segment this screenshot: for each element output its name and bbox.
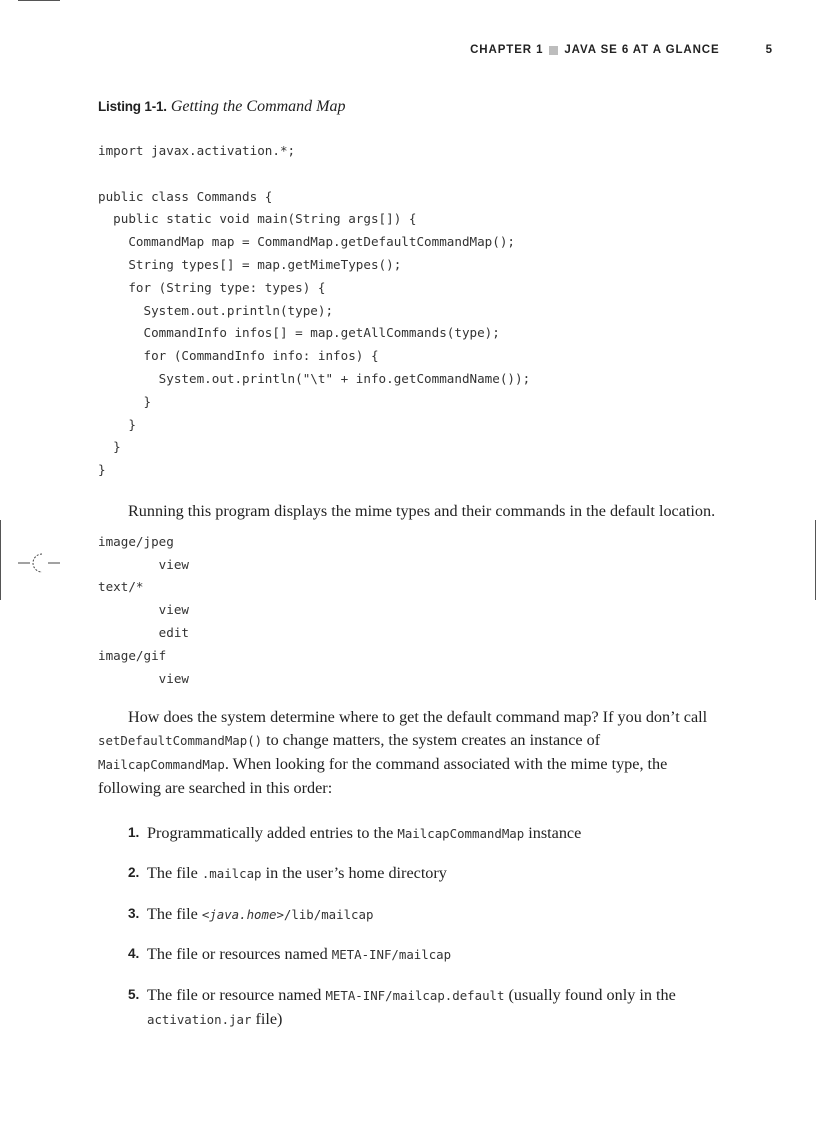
para2-code-setdefaultcommandmap: setDefaultCommandMap() bbox=[98, 733, 263, 749]
crop-mark-left bbox=[0, 520, 1, 600]
code-run: MailcapCommandMap bbox=[397, 825, 525, 841]
code-run-italic: <java.home> bbox=[201, 906, 284, 922]
running-header bbox=[470, 44, 772, 56]
para2-text-1: How does the system determine where to get the default command map? If you don’t call bbox=[128, 708, 708, 727]
para2-text-3: . When looking for the command associated with the mime type, the following are searched in this order: bbox=[98, 754, 668, 797]
list-item-text bbox=[147, 903, 718, 927]
code-run: /lib/mailcap bbox=[283, 906, 374, 922]
list-number: 5. bbox=[128, 986, 140, 1002]
program-output: image/jpeg view text/* view edit image/gif view bbox=[98, 533, 189, 686]
listing-title: Getting the Command Map bbox=[170, 98, 346, 115]
search-order-list bbox=[98, 822, 718, 1032]
chapter-label: CHAPTER 1 bbox=[470, 44, 544, 56]
code-listing: import javax.activation.*; public class Commands { public static void main(String args[]) { CommandMap map = CommandMap.getDefaultCommandMap(); String types[] = map.getMimeTypes(); for (String type: types) { System.out.println(type); CommandInfo infos[] = map.getAllCommands(type); for (CommandInfo info: infos) { System.out.println("\t" + info.getCommandName()); } } } } bbox=[98, 143, 531, 478]
main-text bbox=[98, 96, 718, 1048]
code-run: META-INF/mailcap.default bbox=[325, 987, 505, 1003]
crop-mark-top bbox=[18, 0, 60, 1]
list-item bbox=[128, 903, 718, 927]
text-run: The file or resources named bbox=[147, 945, 332, 964]
code-run: META-INF/mailcap bbox=[331, 947, 452, 963]
text-run: (usually found only in the bbox=[504, 985, 676, 1004]
para2-code-mailcapcommandmap: MailcapCommandMap bbox=[98, 756, 225, 772]
list-number: 2. bbox=[128, 865, 140, 881]
list-number: 3. bbox=[128, 905, 140, 921]
paragraph-running-program: Running this program displays the mime types and their commands in the default location. bbox=[128, 501, 716, 520]
page-number: 5 bbox=[765, 44, 772, 56]
text-run: The file or resource named bbox=[147, 985, 326, 1004]
list-item-text bbox=[147, 984, 718, 1032]
chapter-title: JAVA SE 6 AT A GLANCE bbox=[564, 44, 720, 56]
list-item-text bbox=[147, 943, 718, 967]
code-run: activation.jar bbox=[147, 1011, 252, 1027]
text-run: file) bbox=[251, 1009, 283, 1028]
list-number: 4. bbox=[128, 946, 140, 962]
text-run: The file bbox=[147, 904, 202, 923]
square-dingbat-icon bbox=[549, 46, 558, 55]
list-number: 1. bbox=[128, 824, 140, 840]
listing-label: Listing 1-1. bbox=[98, 99, 167, 114]
list-item bbox=[128, 822, 718, 846]
text-run: in the user’s home directory bbox=[261, 864, 447, 883]
paragraph-default-command-map bbox=[98, 706, 718, 799]
text-run: The file bbox=[147, 864, 202, 883]
list-item-text bbox=[147, 862, 718, 886]
list-item bbox=[128, 984, 718, 1032]
registration-mark-icon bbox=[16, 550, 62, 576]
text-run: instance bbox=[524, 823, 582, 842]
list-item bbox=[128, 862, 718, 886]
list-item bbox=[128, 943, 718, 967]
listing-caption bbox=[98, 96, 718, 118]
text-run: Programmatically added entries to the bbox=[147, 823, 398, 842]
para2-text-2: to change matters, the system creates an instance of bbox=[262, 731, 601, 750]
list-item-text bbox=[147, 822, 718, 846]
code-run: .mailcap bbox=[201, 866, 262, 882]
